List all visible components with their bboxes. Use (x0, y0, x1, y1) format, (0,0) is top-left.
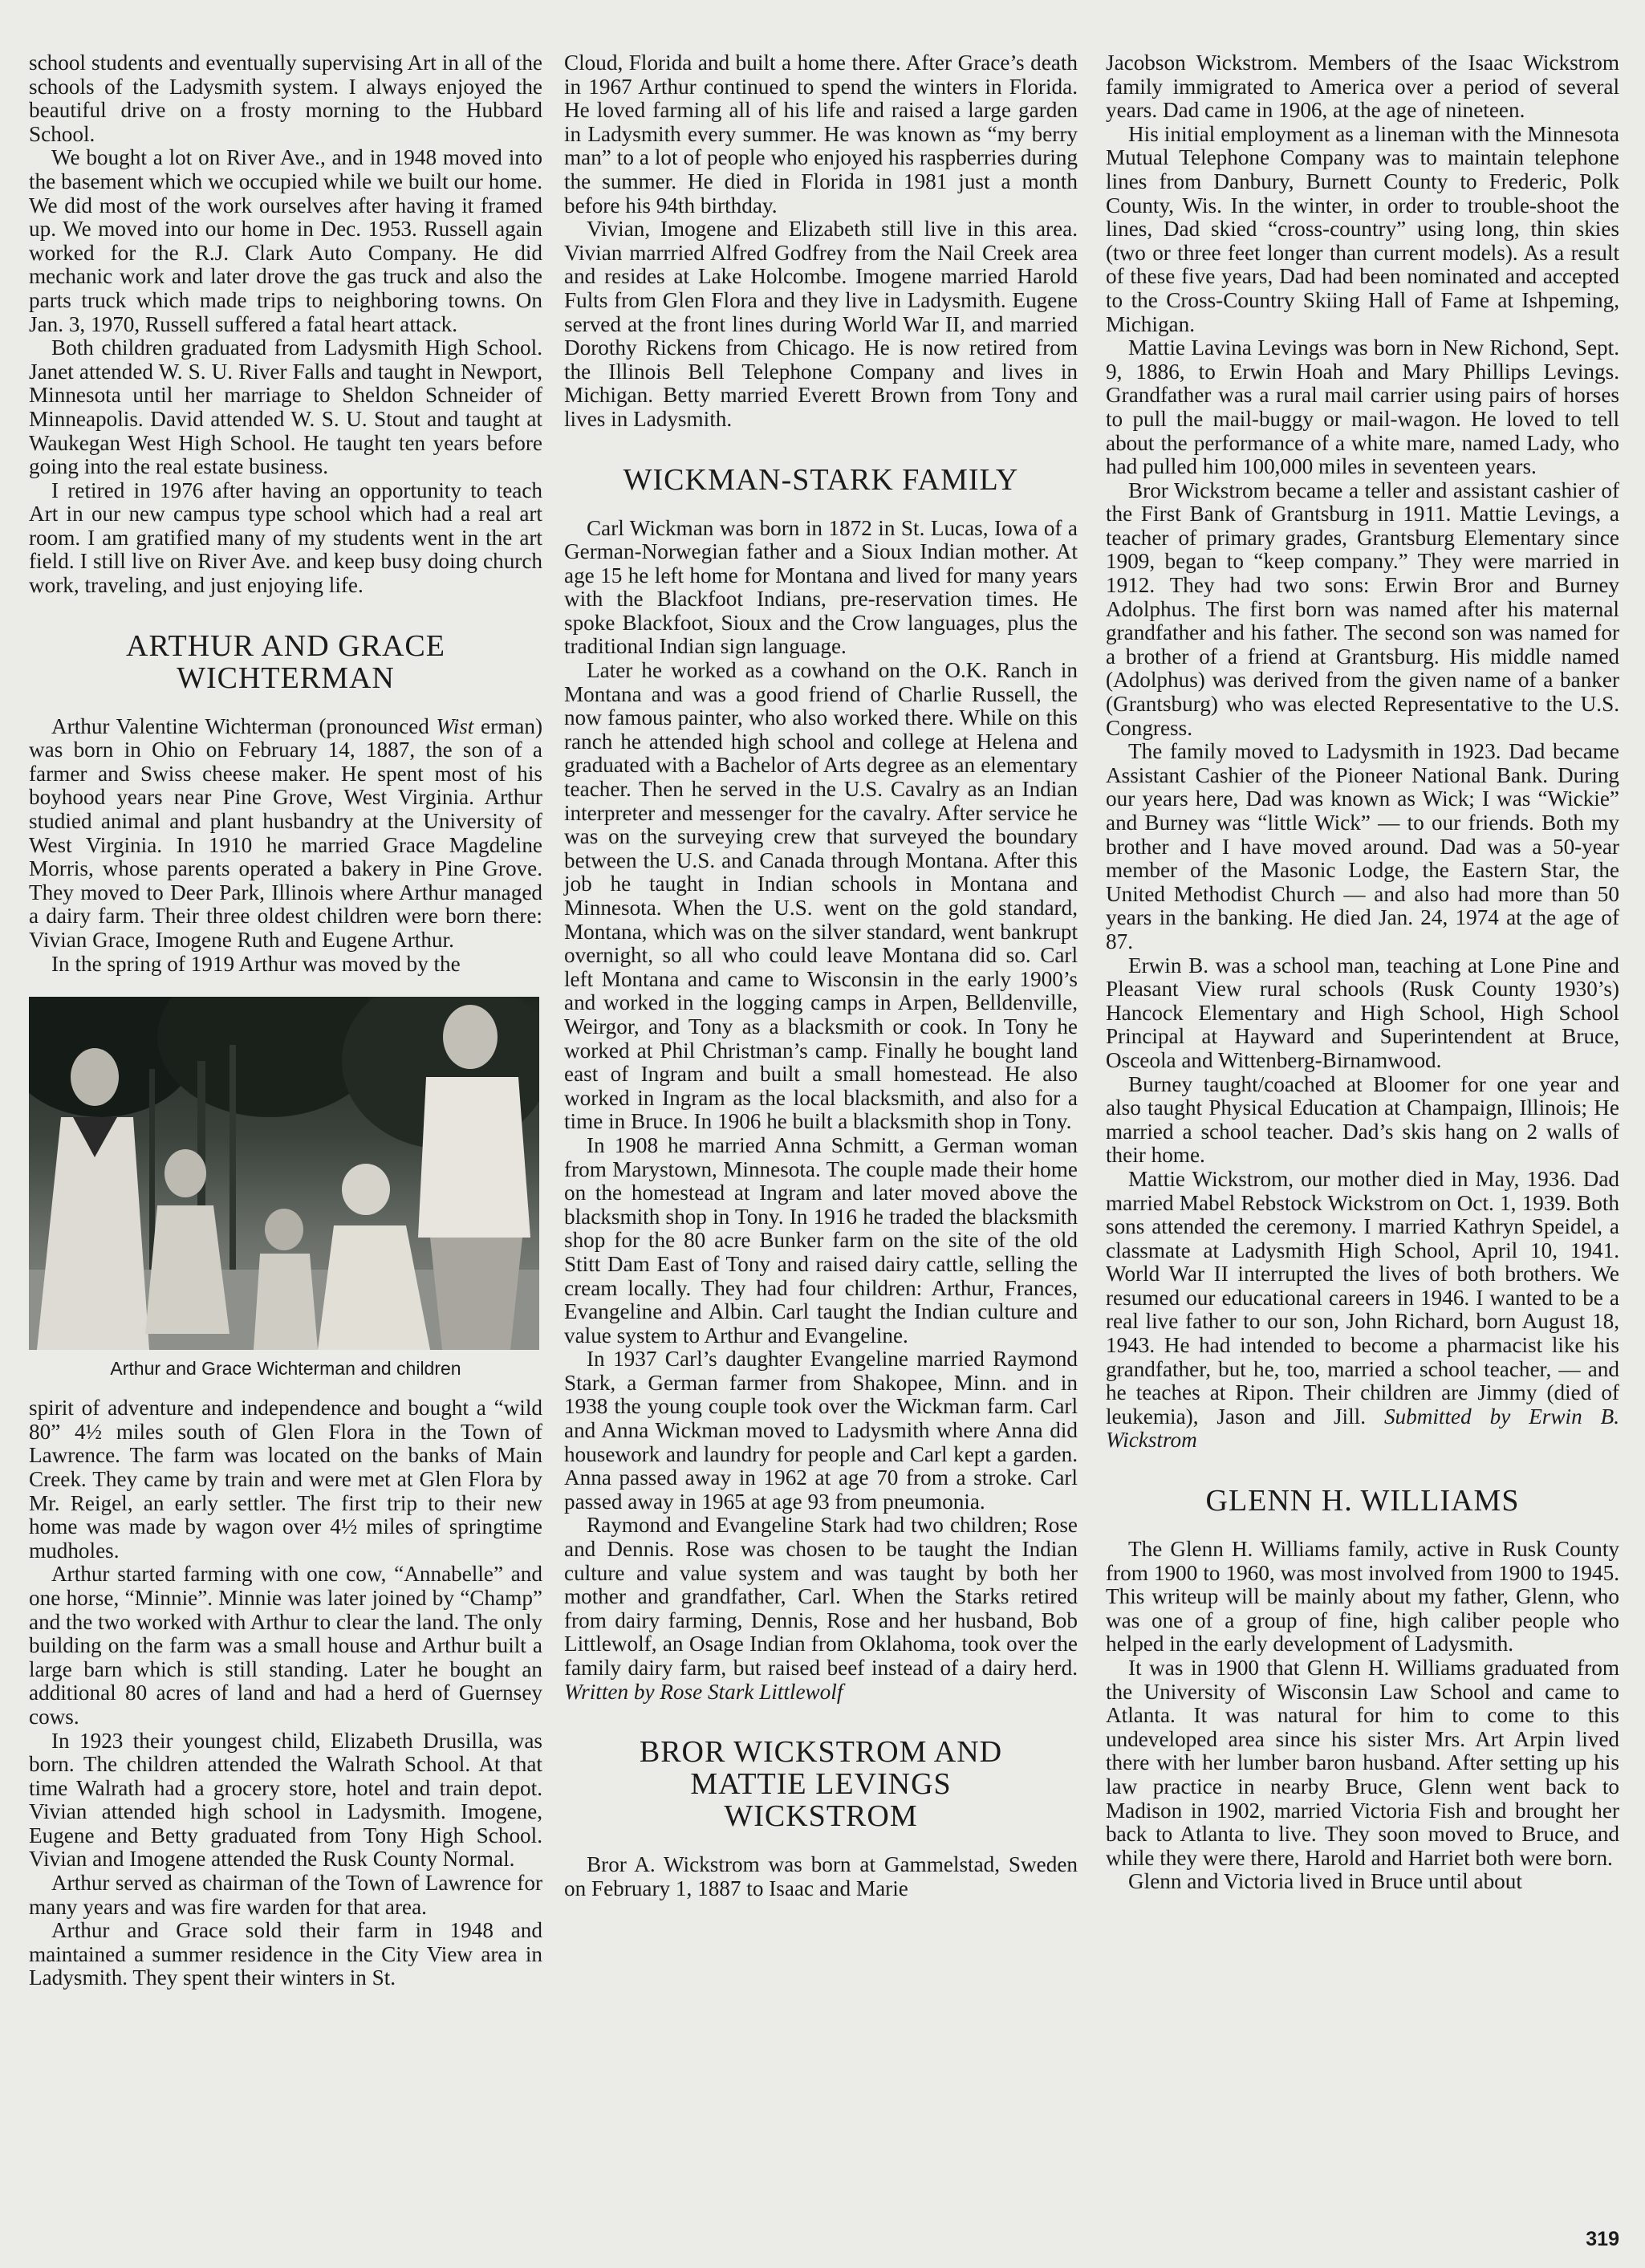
paragraph: Carl Wickman was born in 1872 in St. Lucas, Iowa of a German-Norwegian father and a Sioux Indian mother. At age 15 he left home for Montana and lived for many years with the Blackfoot Indians, pre-reservation times. He spoke Blackfoot, Sioux and the Crow languages, plus the traditional Indian sign language. (564, 515, 1078, 659)
paragraph: His initial employment as a lineman with the Minnesota Mutual Telephone Company was to maintain telephone lines from Danbury, Burnett County to Frederic, Polk County, Wis. In the winter, in order to trouble-shoot the lines, Dad skied “cross-country” using long, thin skies (two or three feet longer than current models). As a result of these five years, Dad had been nominated and accepted to the Cross-Country Skiing Hall of Fame at Ishpeming, Michigan. (1106, 121, 1619, 336)
text-run: Raymond and Evangeline Stark had two children; Rose and Dennis. Rose was chosen to be taught the Indian culture and value system and was taught by both her mother and grandfather, Carl. When the Starks retired from dairy farming, Dennis, Rose and her husband, Bob Littlewolf, an Osage Indian from Oklahoma, took over the family dairy farm, but raised beef instead of a dairy herd. (564, 1513, 1078, 1680)
family-photo-illustration (29, 997, 539, 1350)
heading-line: WICKMAN-STARK FAMILY (623, 462, 1019, 497)
section-heading-williams (1106, 1485, 1619, 1517)
family-photo (29, 997, 539, 1350)
paragraph: We bought a lot on River Ave., and in 1948 moved into the basement which we occupied while we built our home. We did most of the work ourselves after having it framed up. We moved into our home in Dec. 1953. Russell again worked for the R.J. Clark Auto Company. He did mechanic work and later drove the gas truck and also the parts truck which made trips to neighboring towns. On Jan. 3, 1970, Russell suffered a fatal heart attack. (29, 145, 542, 336)
paragraph: Arthur started farming with one cow, “Annabelle” and one horse, “Minnie”. Minnie was later joined by “Champ” and the two worked with Arthur to clear the land. The only building on the farm was a small house and Arthur built a large barn which is still standing. Later he bought an additional 80 acres of land and had a herd of Guernsey cows. (29, 1562, 542, 1729)
heading-line: GLENN H. WILLIAMS (1205, 1484, 1520, 1518)
paragraph: In the spring of 1919 Arthur was moved by the (51, 951, 461, 976)
paragraph: Glenn and Victoria lived in Bruce until about (1128, 1869, 1522, 1894)
text-run: erman) was born in Ohio on February 14, 1887, the son of a farmer and Swiss cheese maker. He spent most of his boyhood years near Pine Grove, West Virginia. Arthur studied animal and plant husbandry at the University of West Virginia. In 1910 he married Grace Magdeline Morris, whose parents operated a bakery in Pine Grove. They moved to Deer Park, Illinois where Arthur managed a dairy farm. Their three oldest children were born there: Vivian Grace, Imogene Ruth and Eugene Arthur. (29, 713, 542, 952)
text-run: Arthur Valentine Wichterman (pronounced (51, 713, 437, 738)
paragraph: I retired in 1976 after having an opportunity to teach Art in our new campus type school which had a real art room. I am gratified many of my students went in the art field. I still live on River Ave. and keep busy doing church work, traveling, and just enjoying life. (29, 478, 542, 598)
paragraph: Mattie Lavina Levings was born in New Richond, Sept. 9, 1886, to Erwin Hoah and Mary Phillips Levings. Grandfather was a rural mail carrier using pairs of horses to pull the mail-buggy or mail-wagon. He loved to tell about the performance of a white mare, named Lady, who had pulled him 100,000 miles in seventeen years. (1106, 335, 1619, 479)
paragraph: In 1937 Carl’s daughter Evangeline married Raymond Stark, a German farmer from Shakopee, Minn. and in 1938 the young couple took over the Wickman farm. Carl and Anna Wickman moved to Ladysmith where Anna did housework and laundry for people and Carl kept a garden. Anna passed away in 1962 at age 70 from a stroke. Carl passed away in 1965 at age 93 from pneumonia. (564, 1347, 1078, 1514)
paragraph: Arthur and Grace sold their farm in 1948 and maintained a summer residence in the City View area in Ladysmith. They spent their winters in St. (29, 1918, 542, 1990)
paragraph: Burney taught/coached at Bloomer for one year and also taught Physical Education at Champaign, Illinois; He married a school teacher. Dad’s skis hang on 2 walls of their home. (1106, 1071, 1619, 1168)
paragraph: Jacobson Wickstrom. Members of the Isaac Wickstrom family immigrated to America over a period of several years. Dad came in 1906, at the age of nineteen. (1106, 51, 1619, 123)
paragraph: Vivian, Imogene and Elizabeth still live in this area. Vivian marrried Alfred Godfrey from the Nail Creek area and resides at Lake Holcombe. Imogene married Harold Fults from Glen Flora and they live in Ladysmith. Eugene served at the front lines during World War II, and married Dorothy Rickens from Chicago. He is now retired from the Illinois Bell Telephone Company and lives in Michigan. Betty married Everett Brown from Tony and lives in Ladysmith. (564, 217, 1078, 431)
paragraph: Later he worked as a cowhand on the O.K. Ranch in Montana and was a good friend of Charlie Russell, the now famous painter, who also worked there. While on this ranch he attended high school and college at Helena and graduated with a Bachelor of Arts degree as an elementary teacher. Then he served in the U.S. Cavalry as an Indian interpreter and messenger for the cavalry. After service he was on the surveying crew that surveyed the boundary between the U.S. and Canada through Montana. After this job he taught in Indian schools in Montana and Minnesota. When the U.S. went on the gold standard, Montana, which was on the silver standard, went bankrupt overnight, so all who could leave Montana did so. Carl left Montana and came to Wisconsin in the early 1900’s and worked in the logging camps in Arpen, Belldenville, Weirgor, and Tony as a blacksmith or cook. In Tony he worked at Phil Christman’s camp. Finally he bought land east of Ingram and built a small homestead. He also worked in Ingram as the local blacksmith, and also for a time in Bruce. In 1906 he built a blacksmith shop in Tony. (564, 658, 1078, 1134)
paragraph: spirit of adventure and independence and bought a “wild 80” 4½ miles south of Glen Flora in the Town of Lawrence. The farm was located on the banks of Main Creek. They came by train and were met at Glen Flora by Mr. Reigel, an early settler. The first trip to their new home was made by wagon over 4½ miles of springtime mudholes. (29, 1396, 542, 1563)
section-heading-wickstrom (564, 1736, 1078, 1832)
heading-line: WICHTERMAN (177, 660, 395, 695)
paragraph: Both children graduated from Ladysmith High School. Janet attended W. S. U. River Falls and taught in Newport, Minnesota until her marriage to Sheldon Schneider of Minneapolis. David attended W. S. U. Stout and taught at Waukegan West High School. He taught ten years before going into the real estate business. (29, 335, 542, 479)
author-signature: Submitted by Erwin B. Wickstrom (1106, 1404, 1620, 1453)
paragraph: In 1908 he married Anna Schmitt, a German woman from Marystown, Minnesota. The couple made their home on the homestead at Ingram and later moved above the blacksmith shop in Tony. In 1916 he traded the blacksmith shop for the 80 acre Bunker farm on the site of the old Stitt Dam East of Tony and raised dairy cattle, selling the cream locally. They had four children: Arthur, Frances, Evangeline and Albin. Carl taught the Indian culture and value system to Arthur and Evangeline. (564, 1132, 1078, 1347)
paragraph: Cloud, Florida and built a home there. After Grace’s death in 1967 Arthur continued to spend the winters in Florida. He loved farming all of his life and raised a large garden in Ladysmith every summer. He was known as “my berry man” to a lot of people who enjoyed his raspberries during the summer. He died in Florida in 1981 just a month before his 94th birthday. (564, 51, 1078, 217)
page-number: 319 (1586, 2228, 1619, 2250)
paragraph (1106, 1168, 1619, 1453)
section-heading-wichterman (29, 630, 542, 694)
paragraph: The Glenn H. Williams family, active in Rusk County from 1900 to 1960, was most involved from 1900 to 1945. This writeup will be mainly about my father, Glenn, who was one of a group of fine, high caliber people who helped in the early development of Ladysmith. (1106, 1537, 1619, 1656)
heading-line: MATTIE LEVINGS (690, 1767, 952, 1802)
heading-line: WICKSTROM (724, 1799, 918, 1834)
paragraph: In 1923 their youngest child, Elizabeth Drusilla, was born. The children attended the Walrath School. At that time Walrath had a grocery store, hotel and train depot. Vivian attended high school in Ladysmith. Imogene, Eugene and Betty graduated from Tony High School. Vivian and Imogene attended the Rusk County Normal. (29, 1728, 542, 1872)
photo-caption: Arthur and Grace Wichterman and children (110, 1358, 461, 1380)
paragraph: Bror A. Wickstrom was born at Gammelstad, Sweden on February 1, 1887 to Isaac and Marie (564, 1852, 1078, 1900)
heading-line: ARTHUR AND GRACE (126, 628, 445, 663)
paragraph (29, 715, 542, 953)
paragraph: Arthur served as chairman of the Town of Lawrence for many years and was fire warden for that area. (29, 1871, 542, 1919)
paragraph: Bror Wickstrom became a teller and assistant cashier of the First Bank of Grantsburg in 1911. Mattie Levings, a teacher of primary grades, Grantsburg Elementary since 1909, began to “keep company.” They were married in 1912. They had two sons: Erwin Bror and Burney Adolphus. The first born was named after his maternal grandfather and his father. The second son was named for a brother of a friend at Grantsburg. His middle named (Adolphus) was derived from the given name of a banker (Grantsburg) who was elected Representative to the U.S. Congress. (1106, 478, 1619, 740)
paragraph: It was in 1900 that Glenn H. Williams graduated from the University of Wisconsin Law School and came to Atlanta. It was natural for him to come to this undeveloped area since his sister Mrs. Art Arpin lived there with her lumber baron husband. After setting up his law practice in nearby Bruce, Glenn went back to Madison in 1902, married Victoria Fish and brought her back to Atlanta to live. They soon moved to Bruce, and while they were there, Harold and Harriet both were born. (1106, 1656, 1619, 1870)
heading-line: BROR WICKSTROM AND (639, 1735, 1003, 1770)
column-2 (564, 51, 1078, 1900)
text-run: Mattie Wickstrom, our mother died in May, 1936. Dad married Mabel Rebstock Wickstrom on Oct. 1, 1939. Both sons attended the ceremony. I married Kathryn Speidel, a classmate at Ladysmith High School, April 10, 1941. World War II interrupted the lives of both brothers. We resumed our educational careers in 1946. I wanted to be a real live father to our son, John Richard, born August 18, 1943. He had intended to become a pharmacist like his grandfather, but he, too, married a school teacher, — and he teaches at Ripon. Their children are Jimmy (died of leukemia), Jason and Jill. (1106, 1166, 1619, 1429)
column-1 (29, 51, 542, 1990)
author-signature: Written by Rose Stark Littlewolf (564, 1679, 843, 1704)
pronunciation-italic: Wist (436, 713, 474, 738)
section-heading-wickman-stark (564, 464, 1078, 496)
paragraph: Erwin B. was a school man, teaching at Lone Pine and Pleasant View rural schools (Rusk County 1930’s) Hancock Elementary and High School, High School Principal at Hayward and Superintendent at Bruce, Osceola and Wittenberg-Birnamwood. (1106, 953, 1619, 1072)
paragraph (564, 1514, 1078, 1704)
paragraph: The family moved to Ladysmith in 1923. Dad became Assistant Cashier of the Pioneer National Bank. During our years here, Dad was known as Wick; I was “Wickie” and Burney was “little Wick” — to our friends. Both my brother and I have moved around. Dad was a 50-year member of the Masonic Lodge, the Eastern Star, the United Methodist Church — and also had more than 50 years in the banking. He died Jan. 24, 1974 at the age of 87. (1106, 739, 1619, 953)
paragraph: school students and eventually supervising Art in all of the schools of the Ladysmith system. I always enjoyed the beautiful drive on a frosty morning to the Hubbard School. (29, 51, 542, 146)
column-3 (1106, 51, 1619, 1894)
